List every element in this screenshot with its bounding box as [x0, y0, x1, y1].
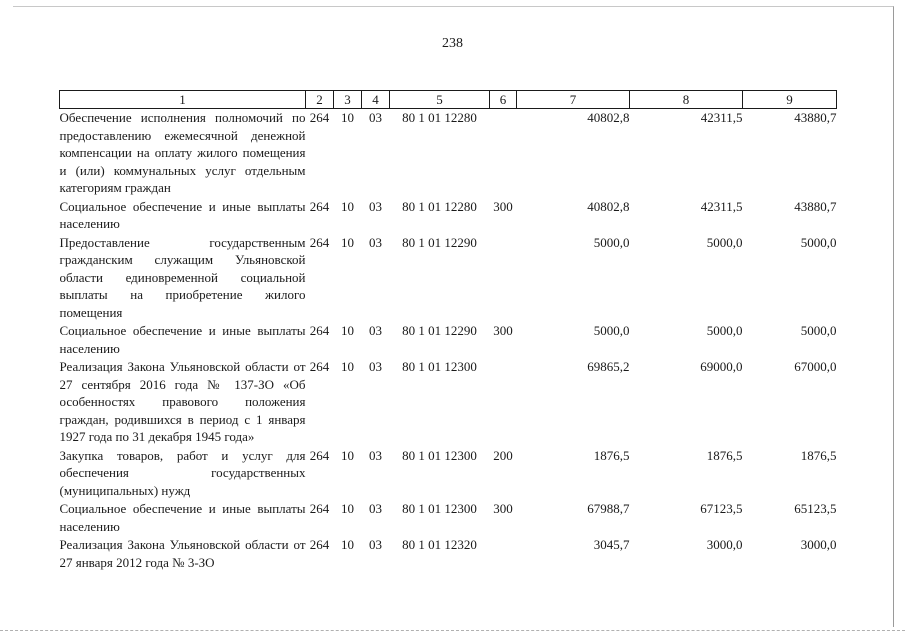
- section-code-cell: 10: [341, 110, 354, 125]
- admin-code-cell: 264: [309, 359, 330, 374]
- admin-code-cell: 264: [309, 537, 330, 552]
- target-code-cell: 80 1 01 12300: [402, 359, 477, 374]
- table-row: [60, 500, 837, 536]
- amount-cell: 5000,0: [800, 323, 837, 338]
- table-header-row: [60, 91, 837, 109]
- column-header: 5: [390, 91, 490, 109]
- amount-cell: 3000,0: [800, 537, 837, 552]
- expense-type-cell: [490, 109, 517, 198]
- row-title-cell: Предоставление государственным гражданским служащим Ульяновской области единовременной социальной выплаты на приобретение жилого помещения: [59, 234, 306, 320]
- budget-table: [59, 90, 837, 572]
- column-header: 6: [490, 91, 517, 109]
- subsection-code-cell: 03: [369, 234, 382, 250]
- amount-cell: 3045,7: [593, 537, 630, 552]
- subsection-code-cell: 03: [369, 537, 382, 552]
- subsection-code-cell: 03: [369, 359, 382, 374]
- target-code-cell: 80 1 01 12280: [402, 198, 477, 214]
- target-code-cell: 80 1 01 12320: [402, 537, 477, 552]
- amount-cell: 5000,0: [706, 234, 743, 250]
- row-title-cell: Реализация Закона Ульяновской области от 27 сентября 2016 года № 137-ЗО «Об особенностях правового положения граждан, родившихся в период с 1 января 1927 года по 31 декабря 1945 года»: [59, 359, 306, 444]
- amount-cell: 3000,0: [706, 537, 743, 552]
- subsection-code-cell: 03: [369, 323, 382, 338]
- amount-cell: 42311,5: [700, 198, 743, 214]
- amount-cell: 5000,0: [800, 234, 837, 250]
- section-code-cell: 10: [341, 447, 354, 463]
- expense-type-cell: 200: [493, 447, 513, 463]
- amount-cell: 1876,5: [800, 447, 837, 463]
- amount-cell: 5000,0: [593, 323, 630, 338]
- column-header: 2: [306, 91, 334, 109]
- amount-cell: 43880,7: [794, 198, 837, 214]
- amount-cell: 40802,8: [587, 198, 630, 214]
- row-title-cell: Обеспечение исполнения полномочий по предоставлению ежемесячной денежной компенсации на оплату жилого помещения и (или) коммунальных услуг отдельным категориям граждан: [59, 110, 306, 195]
- admin-code-cell: 264: [309, 234, 330, 250]
- amount-cell: 67000,0: [794, 359, 837, 374]
- target-code-cell: 80 1 01 12290: [402, 234, 477, 250]
- section-code-cell: 10: [341, 234, 354, 250]
- row-title-cell: Социальное обеспечение и иные выплаты населению: [59, 323, 306, 356]
- target-code-cell: 80 1 01 12290: [402, 323, 477, 338]
- table-row: [60, 358, 837, 447]
- amount-cell: 67988,7: [587, 501, 630, 516]
- expense-type-cell: 300: [493, 501, 513, 516]
- admin-code-cell: 264: [309, 110, 330, 125]
- section-code-cell: 10: [341, 501, 354, 516]
- amount-cell: 40802,8: [587, 110, 630, 125]
- expense-type-cell: 300: [493, 323, 513, 338]
- page-number: 238: [442, 36, 463, 51]
- amount-cell: 69865,2: [587, 359, 630, 374]
- column-header: 7: [517, 91, 630, 109]
- target-code-cell: 80 1 01 12300: [402, 501, 477, 516]
- table-row: [60, 109, 837, 198]
- row-title-cell: Социальное обеспечение и иные выплаты населению: [59, 198, 306, 231]
- admin-code-cell: 264: [309, 198, 330, 214]
- subsection-code-cell: 03: [369, 110, 382, 125]
- column-header: 3: [334, 91, 362, 109]
- row-title-cell: Социальное обеспечение и иные выплаты населению: [59, 501, 306, 534]
- column-header: 4: [362, 91, 390, 109]
- scan-edge: [0, 630, 905, 631]
- amount-cell: 1876,5: [593, 447, 630, 463]
- row-title-cell: Реализация Закона Ульяновской области от 27 января 2012 года № 3-ЗО: [59, 537, 306, 570]
- section-code-cell: 10: [341, 359, 354, 374]
- amount-cell: 69000,0: [700, 359, 743, 374]
- table-row: [60, 447, 837, 501]
- expense-type-cell: [490, 358, 517, 447]
- expense-type-cell: 300: [493, 198, 513, 214]
- section-code-cell: 10: [341, 198, 354, 214]
- expense-type-cell: [490, 234, 517, 323]
- table-row: [60, 198, 837, 234]
- admin-code-cell: 264: [309, 447, 330, 463]
- table-row: [60, 322, 837, 358]
- amount-cell: 42311,5: [700, 110, 743, 125]
- row-title-cell: Закупка товаров, работ и услуг для обеспечения государственных (муниципальных) нужд: [59, 447, 306, 498]
- amount-cell: 65123,5: [794, 501, 837, 516]
- amount-cell: 67123,5: [700, 501, 743, 516]
- table-row: [60, 536, 837, 572]
- admin-code-cell: 264: [309, 323, 330, 338]
- target-code-cell: 80 1 01 12280: [402, 110, 477, 125]
- amount-cell: 43880,7: [794, 110, 837, 125]
- expense-type-cell: [490, 536, 517, 572]
- admin-code-cell: 264: [309, 501, 330, 516]
- section-code-cell: 10: [341, 323, 354, 338]
- section-code-cell: 10: [341, 537, 354, 552]
- subsection-code-cell: 03: [369, 501, 382, 516]
- column-header: 8: [630, 91, 743, 109]
- amount-cell: 5000,0: [593, 234, 630, 250]
- table-row: [60, 234, 837, 323]
- subsection-code-cell: 03: [369, 198, 382, 214]
- amount-cell: 5000,0: [706, 323, 743, 338]
- column-header: 9: [743, 91, 837, 109]
- column-header: 1: [60, 91, 306, 109]
- amount-cell: 1876,5: [706, 447, 743, 463]
- subsection-code-cell: 03: [369, 447, 382, 463]
- target-code-cell: 80 1 01 12300: [402, 447, 477, 463]
